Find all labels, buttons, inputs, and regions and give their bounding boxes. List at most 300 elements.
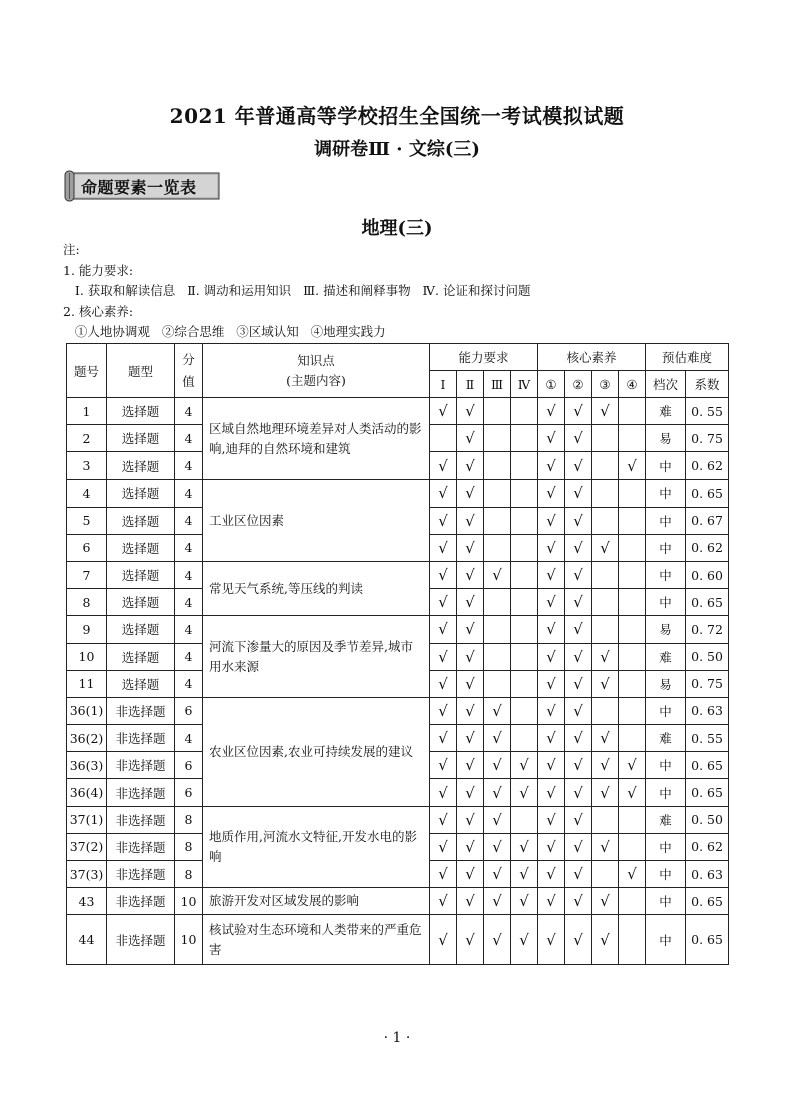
cell-literacy-check: √ bbox=[538, 616, 565, 643]
cell-ability-check: √ bbox=[430, 480, 457, 507]
cell-literacy-check bbox=[619, 725, 646, 752]
cell-num: 4 bbox=[67, 480, 107, 507]
cell-score: 8 bbox=[175, 861, 203, 888]
cell-num: 2 bbox=[67, 425, 107, 452]
cell-literacy-check: √ bbox=[538, 861, 565, 888]
cell-num: 11 bbox=[67, 670, 107, 697]
cell-type: 非选择题 bbox=[107, 888, 175, 915]
cell-ability-check: √ bbox=[430, 752, 457, 779]
cell-ability-check: √ bbox=[484, 752, 511, 779]
cell-ability-check: √ bbox=[430, 507, 457, 534]
cell-literacy-check: √ bbox=[538, 398, 565, 425]
cell-ability-check: √ bbox=[457, 507, 484, 534]
cell-ability-check: √ bbox=[430, 398, 457, 425]
cell-literacy-check bbox=[619, 670, 646, 697]
cell-coef: 0. 65 bbox=[686, 589, 729, 616]
cell-ability-check: √ bbox=[457, 915, 484, 965]
header-knowledge-title: 知识点 bbox=[297, 352, 335, 368]
cell-literacy-check: √ bbox=[538, 670, 565, 697]
cell-literacy-check: √ bbox=[619, 752, 646, 779]
cell-literacy-check: √ bbox=[565, 670, 592, 697]
section-banner bbox=[63, 170, 223, 202]
cell-literacy-check: √ bbox=[538, 425, 565, 452]
cell-ability-check: √ bbox=[511, 752, 538, 779]
cell-ability-check: √ bbox=[430, 670, 457, 697]
cell-ability-check: √ bbox=[457, 589, 484, 616]
cell-score: 4 bbox=[175, 480, 203, 507]
cell-literacy-check bbox=[619, 915, 646, 965]
table-row bbox=[67, 561, 729, 588]
cell-literacy-check bbox=[619, 589, 646, 616]
cell-type: 选择题 bbox=[107, 425, 175, 452]
cell-literacy-check: √ bbox=[538, 534, 565, 561]
cell-literacy-check bbox=[592, 452, 619, 480]
cell-ability-check bbox=[484, 452, 511, 480]
cell-ability-check bbox=[511, 398, 538, 425]
table-row bbox=[67, 697, 729, 724]
cell-literacy-check: √ bbox=[592, 398, 619, 425]
cell-literacy-check: √ bbox=[565, 589, 592, 616]
requirements-table bbox=[66, 343, 729, 965]
cell-score: 4 bbox=[175, 643, 203, 670]
cell-literacy-check: √ bbox=[592, 752, 619, 779]
header-ability-col: Ⅱ bbox=[457, 371, 484, 398]
cell-type: 非选择题 bbox=[107, 779, 175, 806]
cell-knowledge: 区域自然地理环境差异对人类活动的影响,迪拜的自然环境和建筑 bbox=[203, 398, 430, 480]
cell-ability-check: √ bbox=[457, 725, 484, 752]
cell-coef: 0. 75 bbox=[686, 670, 729, 697]
header-literacy-col: ④ bbox=[619, 371, 646, 398]
note-line: Ⅰ. 获取和解读信息 Ⅱ. 调动和运用知识 Ⅲ. 描述和阐释事物 Ⅳ. 论证和探讨问题 bbox=[63, 283, 531, 298]
cell-num: 5 bbox=[67, 507, 107, 534]
cell-ability-check: √ bbox=[457, 670, 484, 697]
table-row bbox=[67, 888, 729, 915]
header-difficulty: 预估难度 bbox=[646, 344, 729, 371]
cell-literacy-check bbox=[619, 833, 646, 860]
cell-type: 选择题 bbox=[107, 643, 175, 670]
cell-type: 选择题 bbox=[107, 452, 175, 480]
cell-literacy-check: √ bbox=[565, 725, 592, 752]
cell-literacy-check: √ bbox=[565, 779, 592, 806]
cell-literacy-check: √ bbox=[565, 452, 592, 480]
page-number: · 1 · bbox=[383, 1030, 411, 1046]
cell-ability-check: √ bbox=[430, 643, 457, 670]
cell-ability-check: √ bbox=[457, 561, 484, 588]
cell-literacy-check: √ bbox=[565, 861, 592, 888]
cell-literacy-check: √ bbox=[565, 643, 592, 670]
cell-type: 非选择题 bbox=[107, 725, 175, 752]
cell-num: 37(3) bbox=[67, 861, 107, 888]
note-line: 1. 能力要求: bbox=[63, 262, 134, 278]
cell-level: 中 bbox=[646, 480, 686, 507]
cell-ability-check: √ bbox=[484, 833, 511, 860]
cell-ability-check bbox=[511, 616, 538, 643]
header-literacy: 核心素养 bbox=[538, 344, 646, 371]
header-score-text: 分值 bbox=[182, 351, 195, 389]
cell-num: 43 bbox=[67, 888, 107, 915]
cell-literacy-check: √ bbox=[565, 888, 592, 915]
cell-coef: 0. 50 bbox=[686, 643, 729, 670]
cell-ability-check: √ bbox=[430, 888, 457, 915]
cell-ability-check: √ bbox=[430, 534, 457, 561]
cell-ability-check bbox=[511, 589, 538, 616]
header-ability-col: Ⅲ bbox=[484, 371, 511, 398]
cell-ability-check: √ bbox=[484, 697, 511, 724]
cell-score: 4 bbox=[175, 616, 203, 643]
cell-type: 选择题 bbox=[107, 398, 175, 425]
cell-num: 37(1) bbox=[67, 806, 107, 833]
cell-ability-check: √ bbox=[457, 643, 484, 670]
cell-num: 6 bbox=[67, 534, 107, 561]
cell-literacy-check: √ bbox=[592, 833, 619, 860]
cell-ability-check bbox=[511, 452, 538, 480]
cell-ability-check: √ bbox=[457, 452, 484, 480]
cell-ability-check: √ bbox=[511, 779, 538, 806]
cell-ability-check: √ bbox=[484, 806, 511, 833]
cell-ability-check bbox=[484, 589, 511, 616]
cell-literacy-check: √ bbox=[565, 915, 592, 965]
cell-literacy-check bbox=[619, 561, 646, 588]
cell-literacy-check: √ bbox=[538, 888, 565, 915]
cell-level: 易 bbox=[646, 616, 686, 643]
cell-literacy-check: √ bbox=[538, 752, 565, 779]
cell-coef: 0. 65 bbox=[686, 915, 729, 965]
cell-literacy-check: √ bbox=[565, 534, 592, 561]
cell-literacy-check bbox=[592, 480, 619, 507]
cell-num: 36(2) bbox=[67, 725, 107, 752]
cell-coef: 0. 65 bbox=[686, 888, 729, 915]
cell-ability-check bbox=[484, 398, 511, 425]
cell-coef: 0. 62 bbox=[686, 833, 729, 860]
cell-ability-check: √ bbox=[430, 697, 457, 724]
cell-ability-check: √ bbox=[484, 915, 511, 965]
cell-ability-check: √ bbox=[511, 888, 538, 915]
cell-ability-check: √ bbox=[484, 561, 511, 588]
cell-ability-check bbox=[511, 670, 538, 697]
cell-literacy-check bbox=[592, 507, 619, 534]
cell-type: 选择题 bbox=[107, 507, 175, 534]
cell-ability-check bbox=[484, 616, 511, 643]
cell-ability-check bbox=[511, 697, 538, 724]
cell-ability-check: √ bbox=[457, 398, 484, 425]
cell-literacy-check: √ bbox=[538, 561, 565, 588]
cell-ability-check bbox=[484, 534, 511, 561]
header-num: 题号 bbox=[67, 344, 107, 398]
cell-literacy-check: √ bbox=[538, 779, 565, 806]
cell-score: 10 bbox=[175, 915, 203, 965]
cell-coef: 0. 63 bbox=[686, 697, 729, 724]
cell-ability-check: √ bbox=[430, 915, 457, 965]
table-row bbox=[67, 915, 729, 965]
cell-coef: 0. 55 bbox=[686, 725, 729, 752]
cell-literacy-check bbox=[619, 534, 646, 561]
cell-score: 4 bbox=[175, 589, 203, 616]
header-literacy-col: ① bbox=[538, 371, 565, 398]
cell-ability-check bbox=[511, 561, 538, 588]
header-literacy-col: ② bbox=[565, 371, 592, 398]
cell-literacy-check: √ bbox=[592, 670, 619, 697]
cell-ability-check: √ bbox=[457, 534, 484, 561]
cell-ability-check: √ bbox=[484, 725, 511, 752]
cell-ability-check: √ bbox=[511, 915, 538, 965]
cell-type: 非选择题 bbox=[107, 806, 175, 833]
cell-literacy-check: √ bbox=[592, 534, 619, 561]
header-literacy-col: ③ bbox=[592, 371, 619, 398]
cell-ability-check: √ bbox=[430, 806, 457, 833]
cell-score: 4 bbox=[175, 725, 203, 752]
cell-literacy-check: √ bbox=[565, 806, 592, 833]
cell-ability-check bbox=[511, 534, 538, 561]
cell-score: 10 bbox=[175, 888, 203, 915]
cell-coef: 0. 67 bbox=[686, 507, 729, 534]
cell-ability-check: √ bbox=[457, 861, 484, 888]
cell-ability-check bbox=[484, 507, 511, 534]
cell-literacy-check bbox=[592, 861, 619, 888]
notes-block bbox=[63, 240, 530, 343]
cell-ability-check: √ bbox=[430, 861, 457, 888]
cell-ability-check: √ bbox=[484, 861, 511, 888]
cell-ability-check: √ bbox=[430, 616, 457, 643]
cell-num: 7 bbox=[67, 561, 107, 588]
cell-literacy-check bbox=[592, 561, 619, 588]
cell-ability-check: √ bbox=[457, 752, 484, 779]
cell-num: 44 bbox=[67, 915, 107, 965]
cell-level: 中 bbox=[646, 833, 686, 860]
note-line: 2. 核心素养: bbox=[63, 303, 134, 319]
cell-literacy-check bbox=[619, 806, 646, 833]
cell-score: 4 bbox=[175, 507, 203, 534]
cell-literacy-check: √ bbox=[592, 643, 619, 670]
cell-type: 选择题 bbox=[107, 534, 175, 561]
cell-score: 4 bbox=[175, 534, 203, 561]
cell-literacy-check: √ bbox=[565, 425, 592, 452]
cell-knowledge: 旅游开发对区域发展的影响 bbox=[203, 888, 430, 915]
cell-score: 8 bbox=[175, 833, 203, 860]
table-row bbox=[67, 398, 729, 425]
header-knowledge bbox=[203, 344, 430, 398]
cell-ability-check bbox=[511, 806, 538, 833]
cell-ability-check bbox=[484, 425, 511, 452]
cell-type: 选择题 bbox=[107, 561, 175, 588]
cell-ability-check bbox=[484, 643, 511, 670]
cell-literacy-check: √ bbox=[565, 561, 592, 588]
cell-literacy-check: √ bbox=[619, 452, 646, 480]
cell-ability-check: √ bbox=[430, 589, 457, 616]
cell-level: 中 bbox=[646, 697, 686, 724]
cell-ability-check bbox=[511, 507, 538, 534]
cell-literacy-check: √ bbox=[538, 915, 565, 965]
cell-num: 1 bbox=[67, 398, 107, 425]
cell-literacy-check bbox=[592, 697, 619, 724]
cell-literacy-check bbox=[619, 425, 646, 452]
cell-score: 4 bbox=[175, 670, 203, 697]
cell-coef: 0. 65 bbox=[686, 752, 729, 779]
header-difficulty-col: 系数 bbox=[686, 371, 729, 398]
cell-coef: 0. 55 bbox=[686, 398, 729, 425]
table-row bbox=[67, 616, 729, 643]
cell-literacy-check bbox=[619, 507, 646, 534]
cell-level: 难 bbox=[646, 398, 686, 425]
cell-coef: 0. 63 bbox=[686, 861, 729, 888]
cell-level: 中 bbox=[646, 779, 686, 806]
cell-literacy-check: √ bbox=[538, 833, 565, 860]
cell-score: 8 bbox=[175, 806, 203, 833]
table-row bbox=[67, 806, 729, 833]
cell-coef: 0. 75 bbox=[686, 425, 729, 452]
cell-level: 易 bbox=[646, 670, 686, 697]
cell-literacy-check bbox=[619, 697, 646, 724]
cell-literacy-check: √ bbox=[538, 507, 565, 534]
cell-literacy-check: √ bbox=[538, 806, 565, 833]
header-score bbox=[175, 344, 203, 398]
cell-type: 选择题 bbox=[107, 589, 175, 616]
cell-knowledge: 工业区位因素 bbox=[203, 480, 430, 562]
cell-level: 中 bbox=[646, 888, 686, 915]
cell-literacy-check bbox=[619, 888, 646, 915]
cell-level: 难 bbox=[646, 725, 686, 752]
cell-ability-check bbox=[511, 643, 538, 670]
cell-ability-check: √ bbox=[457, 806, 484, 833]
cell-ability-check: √ bbox=[457, 833, 484, 860]
cell-type: 非选择题 bbox=[107, 915, 175, 965]
cell-level: 难 bbox=[646, 806, 686, 833]
cell-level: 易 bbox=[646, 425, 686, 452]
cell-literacy-check: √ bbox=[538, 480, 565, 507]
cell-num: 37(2) bbox=[67, 833, 107, 860]
cell-literacy-check: √ bbox=[538, 725, 565, 752]
cell-num: 8 bbox=[67, 589, 107, 616]
cell-ability-check: √ bbox=[511, 861, 538, 888]
cell-ability-check: √ bbox=[511, 833, 538, 860]
note-line: ①人地协调观 ②综合思维 ③区域认知 ④地理实践力 bbox=[63, 324, 386, 339]
cell-score: 6 bbox=[175, 752, 203, 779]
cell-knowledge: 地质作用,河流水文特征,开发水电的影响 bbox=[203, 806, 430, 888]
cell-ability-check: √ bbox=[457, 888, 484, 915]
header-ability-col: Ⅳ bbox=[511, 371, 538, 398]
cell-literacy-check: √ bbox=[565, 507, 592, 534]
cell-ability-check: √ bbox=[430, 725, 457, 752]
cell-num: 36(1) bbox=[67, 697, 107, 724]
cell-literacy-check: √ bbox=[538, 452, 565, 480]
cell-knowledge: 常见天气系统,等压线的判读 bbox=[203, 561, 430, 615]
cell-type: 选择题 bbox=[107, 670, 175, 697]
cell-ability-check: √ bbox=[430, 452, 457, 480]
cell-ability-check bbox=[511, 480, 538, 507]
cell-ability-check: √ bbox=[457, 779, 484, 806]
cell-level: 中 bbox=[646, 589, 686, 616]
cell-literacy-check bbox=[592, 616, 619, 643]
header-difficulty-col: 档次 bbox=[646, 371, 686, 398]
cell-type: 非选择题 bbox=[107, 861, 175, 888]
cell-knowledge: 农业区位因素,农业可持续发展的建议 bbox=[203, 697, 430, 806]
header-ability: 能力要求 bbox=[430, 344, 538, 371]
document-title: 2021 年普通高等学校招生全国统一考试模拟试题 bbox=[169, 104, 625, 128]
cell-level: 中 bbox=[646, 507, 686, 534]
cell-score: 6 bbox=[175, 779, 203, 806]
cell-literacy-check: √ bbox=[592, 779, 619, 806]
header-ability-col: Ⅰ bbox=[430, 371, 457, 398]
cell-literacy-check: √ bbox=[565, 480, 592, 507]
cell-literacy-check: √ bbox=[538, 643, 565, 670]
cell-coef: 0. 65 bbox=[686, 779, 729, 806]
cell-coef: 0. 62 bbox=[686, 452, 729, 480]
cell-type: 非选择题 bbox=[107, 833, 175, 860]
header-knowledge-sub: (主题内容) bbox=[286, 372, 346, 388]
cell-num: 36(4) bbox=[67, 779, 107, 806]
cell-literacy-check: √ bbox=[592, 725, 619, 752]
cell-ability-check: √ bbox=[430, 561, 457, 588]
cell-coef: 0. 62 bbox=[686, 534, 729, 561]
cell-literacy-check: √ bbox=[619, 779, 646, 806]
cell-ability-check: √ bbox=[430, 833, 457, 860]
banner-label: 命题要素一览表 bbox=[81, 178, 197, 197]
cell-type: 非选择题 bbox=[107, 752, 175, 779]
cell-literacy-check bbox=[619, 480, 646, 507]
cell-knowledge: 核试验对生态环境和人类带来的严重危害 bbox=[203, 915, 430, 965]
cell-ability-check: √ bbox=[457, 480, 484, 507]
header-type: 题型 bbox=[107, 344, 175, 398]
cell-literacy-check: √ bbox=[538, 697, 565, 724]
cell-literacy-check bbox=[619, 616, 646, 643]
section-title: 地理(三) bbox=[361, 218, 433, 239]
cell-ability-check: √ bbox=[484, 888, 511, 915]
cell-ability-check: √ bbox=[430, 779, 457, 806]
cell-score: 6 bbox=[175, 697, 203, 724]
cell-literacy-check bbox=[619, 398, 646, 425]
cell-literacy-check: √ bbox=[592, 888, 619, 915]
cell-ability-check: √ bbox=[457, 616, 484, 643]
cell-ability-check bbox=[430, 425, 457, 452]
cell-literacy-check: √ bbox=[565, 833, 592, 860]
note-line: 注: bbox=[63, 242, 80, 257]
cell-ability-check: √ bbox=[457, 425, 484, 452]
cell-literacy-check: √ bbox=[565, 752, 592, 779]
cell-level: 中 bbox=[646, 861, 686, 888]
cell-level: 难 bbox=[646, 643, 686, 670]
cell-coef: 0. 60 bbox=[686, 561, 729, 588]
cell-type: 选择题 bbox=[107, 480, 175, 507]
cell-level: 中 bbox=[646, 561, 686, 588]
cell-literacy-check bbox=[592, 425, 619, 452]
cell-coef: 0. 72 bbox=[686, 616, 729, 643]
cell-score: 4 bbox=[175, 398, 203, 425]
cell-num: 36(3) bbox=[67, 752, 107, 779]
cell-literacy-check: √ bbox=[565, 697, 592, 724]
cell-literacy-check: √ bbox=[592, 915, 619, 965]
document-subtitle: 调研卷Ⅲ · 文综(三) bbox=[314, 139, 480, 160]
cell-coef: 0. 50 bbox=[686, 806, 729, 833]
cell-level: 中 bbox=[646, 452, 686, 480]
cell-literacy-check bbox=[592, 806, 619, 833]
cell-literacy-check: √ bbox=[619, 861, 646, 888]
table-row bbox=[67, 480, 729, 507]
cell-literacy-check: √ bbox=[538, 589, 565, 616]
cell-literacy-check: √ bbox=[565, 398, 592, 425]
cell-level: 中 bbox=[646, 915, 686, 965]
cell-coef: 0. 65 bbox=[686, 480, 729, 507]
table-body bbox=[67, 398, 729, 965]
cell-num: 10 bbox=[67, 643, 107, 670]
cell-ability-check bbox=[511, 725, 538, 752]
cell-knowledge: 河流下渗量大的原因及季节差异,城市用水来源 bbox=[203, 616, 430, 698]
cell-literacy-check bbox=[619, 643, 646, 670]
cell-ability-check: √ bbox=[484, 779, 511, 806]
cell-score: 4 bbox=[175, 452, 203, 480]
cell-literacy-check bbox=[592, 589, 619, 616]
cell-literacy-check: √ bbox=[565, 616, 592, 643]
cell-level: 中 bbox=[646, 534, 686, 561]
cell-ability-check bbox=[511, 425, 538, 452]
